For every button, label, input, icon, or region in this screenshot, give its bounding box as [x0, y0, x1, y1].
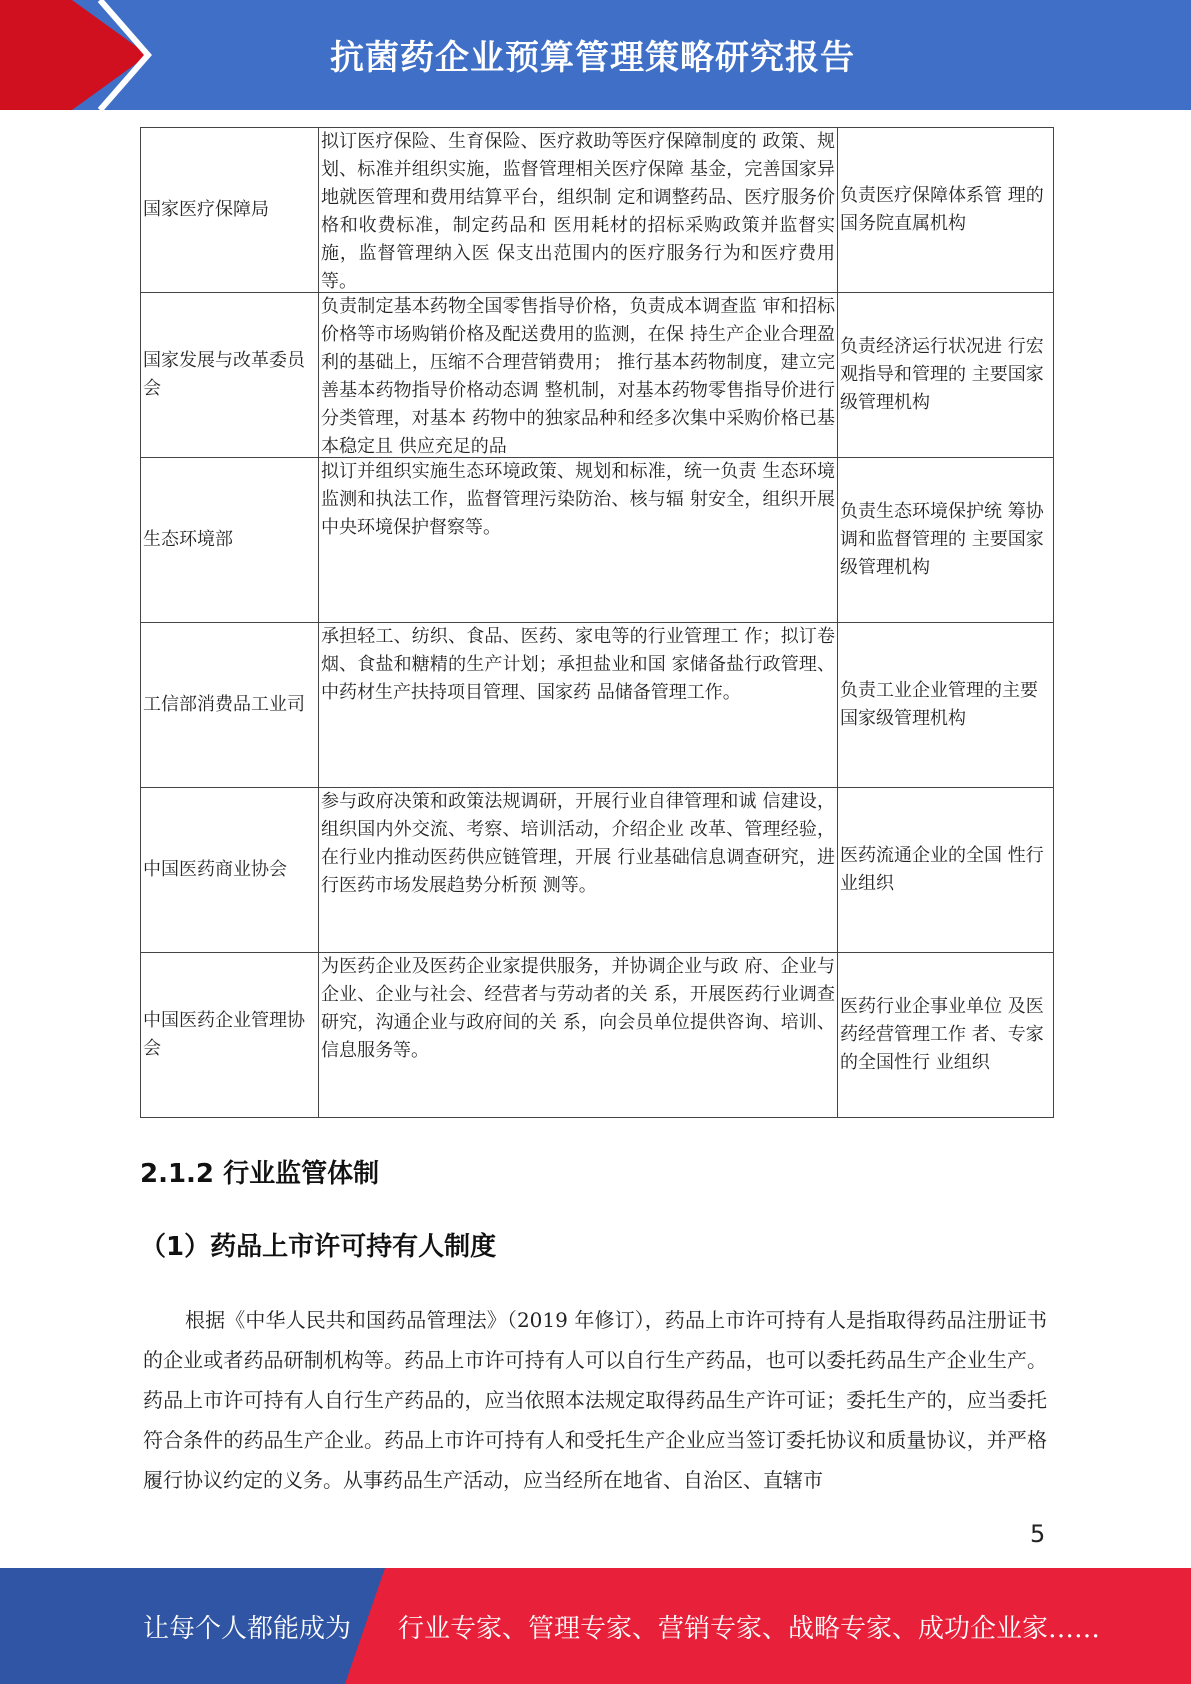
footer-slogan-left: 让每个人都能成为 [143, 1614, 352, 1644]
subsection-heading: （1）药品上市许可持有人制度 [140, 1232, 497, 1262]
page-number: 5 [1030, 1520, 1046, 1548]
duties-cell [319, 293, 838, 458]
duties-cell [319, 788, 838, 953]
duties-cell [319, 458, 838, 623]
org-name-cell: 生态环境部 [141, 458, 319, 623]
table-row [141, 788, 1054, 953]
duties-text: 承担轻工、纺织、食品、医药、家电等的行业管理工 作；拟订卷烟、食盐和糖精的生产计划；承担盐业和国 家储备盐行政管理、中药材生产扶持项目管理、国家药 品储备管理工作。 [321, 626, 835, 703]
org-name-cell: 国家发展与改革委员会 [141, 293, 319, 458]
body-paragraph: 根据《中华人民共和国药品管理法》（2019 年修订），药品上市许可持有人是指取得药品注册证书的企业或者药品研制机构等。药品上市许可持有人可以自行生产药品，也可以委托药品生产企业生产。药品上市许可持有人自行生产药品的，应当依照本法规定取得药品生产许可证；委托生产的，应当委托符合条件的药品生产企业。药品上市许可持有人和受托生产企业应当签订委托协议和质量协议，并严格履行协议约定的义务。从事药品生产活动，应当经所在地省、自治区、直辖市 [143, 1308, 1047, 1492]
org-name-cell: 国家医疗保障局 [141, 128, 319, 293]
role-cell: 负责生态环境保护统 筹协调和监督管理的 主要国家级管理机构 [838, 458, 1054, 623]
page-header [0, 0, 1191, 110]
duties-cell [319, 128, 838, 293]
duties-text: 参与政府决策和政策法规调研，开展行业自律管理和诚 信建设，组织国内外交流、考察、培训活动，介绍企业 改革、管理经验，在行业内推动医药供应链管理，开展 行业基础信息调查研究，进行医药市场发展趋势分析预 测等。 [321, 791, 835, 896]
role-cell: 医药行业企事业单位 及医药经营管理工作 者、专家的全国性行 业组织 [838, 953, 1054, 1118]
role-cell: 负责医疗保障体系管 理的国务院直属机构 [838, 128, 1054, 293]
duties-cell [319, 953, 838, 1118]
duties-text: 拟订医疗保险、生育保险、医疗救助等医疗保障制度的 政策、规划、标准并组织实施，监督管理相关医疗保障 基金，完善国家异地就医管理和费用结算平台，组织制 定和调整药品、医疗服务价格和收费标准，制定药品和 医用耗材的招标采购政策并监督实施，监督管理纳入医 保支出范围内的医疗服务行为和医疗费用等。 [321, 131, 835, 292]
footer-slogan-right: 行业专家、管理专家、营销专家、战略专家、成功企业家…… [398, 1614, 1101, 1644]
duties-cell [319, 623, 838, 788]
role-cell: 医药流通企业的全国 性行业组织 [838, 788, 1054, 953]
table-row [141, 953, 1054, 1118]
page-footer [0, 1568, 1191, 1684]
report-title: 抗菌药企业预算管理策略研究报告 [330, 38, 855, 78]
table-row [141, 293, 1054, 458]
org-name-cell: 中国医药企业管理协会 [141, 953, 319, 1118]
role-cell: 负责工业企业管理的主要国家级管理机构 [838, 623, 1054, 788]
duties-text: 拟订并组织实施生态环境政策、规划和标准，统一负责 生态环境监测和执法工作，监督管理污染防治、核与辐 射安全，组织开展中央环境保护督察等。 [321, 461, 835, 538]
table-row [141, 128, 1054, 293]
table-row [141, 623, 1054, 788]
section-heading: 2.1.2 行业监管体制 [140, 1159, 380, 1189]
org-name-cell: 中国医药商业协会 [141, 788, 319, 953]
header-red-chevron [0, 0, 148, 110]
table-row [141, 458, 1054, 623]
role-cell: 负责经济运行状况进 行宏观指导和管理的 主要国家级管理机构 [838, 293, 1054, 458]
org-name-cell: 工信部消费品工业司 [141, 623, 319, 788]
duties-text: 负责制定基本药物全国零售指导价格，负责成本调查监 审和招标价格等市场购销价格及配送费用的监测，在保 持生产企业合理盈利的基础上，压缩不合理营销费用； 推行基本药物制度，建立完善基本药物指导价格动态调 整机制，对基本药物零售指导价进行分类管理，对基本 药物中的独家品种和经多次集中采购价格已基本稳定且 供应充足的品 [321, 296, 835, 457]
regulator-table [140, 127, 1054, 1118]
duties-text: 为医药企业及医药企业家提供服务，并协调企业与政 府、企业与企业、企业与社会、经营者与劳动者的关 系，开展医药行业调查研究，沟通企业与政府间的关 系，向会员单位提供咨询、培训、信息服务等。 [321, 956, 835, 1061]
